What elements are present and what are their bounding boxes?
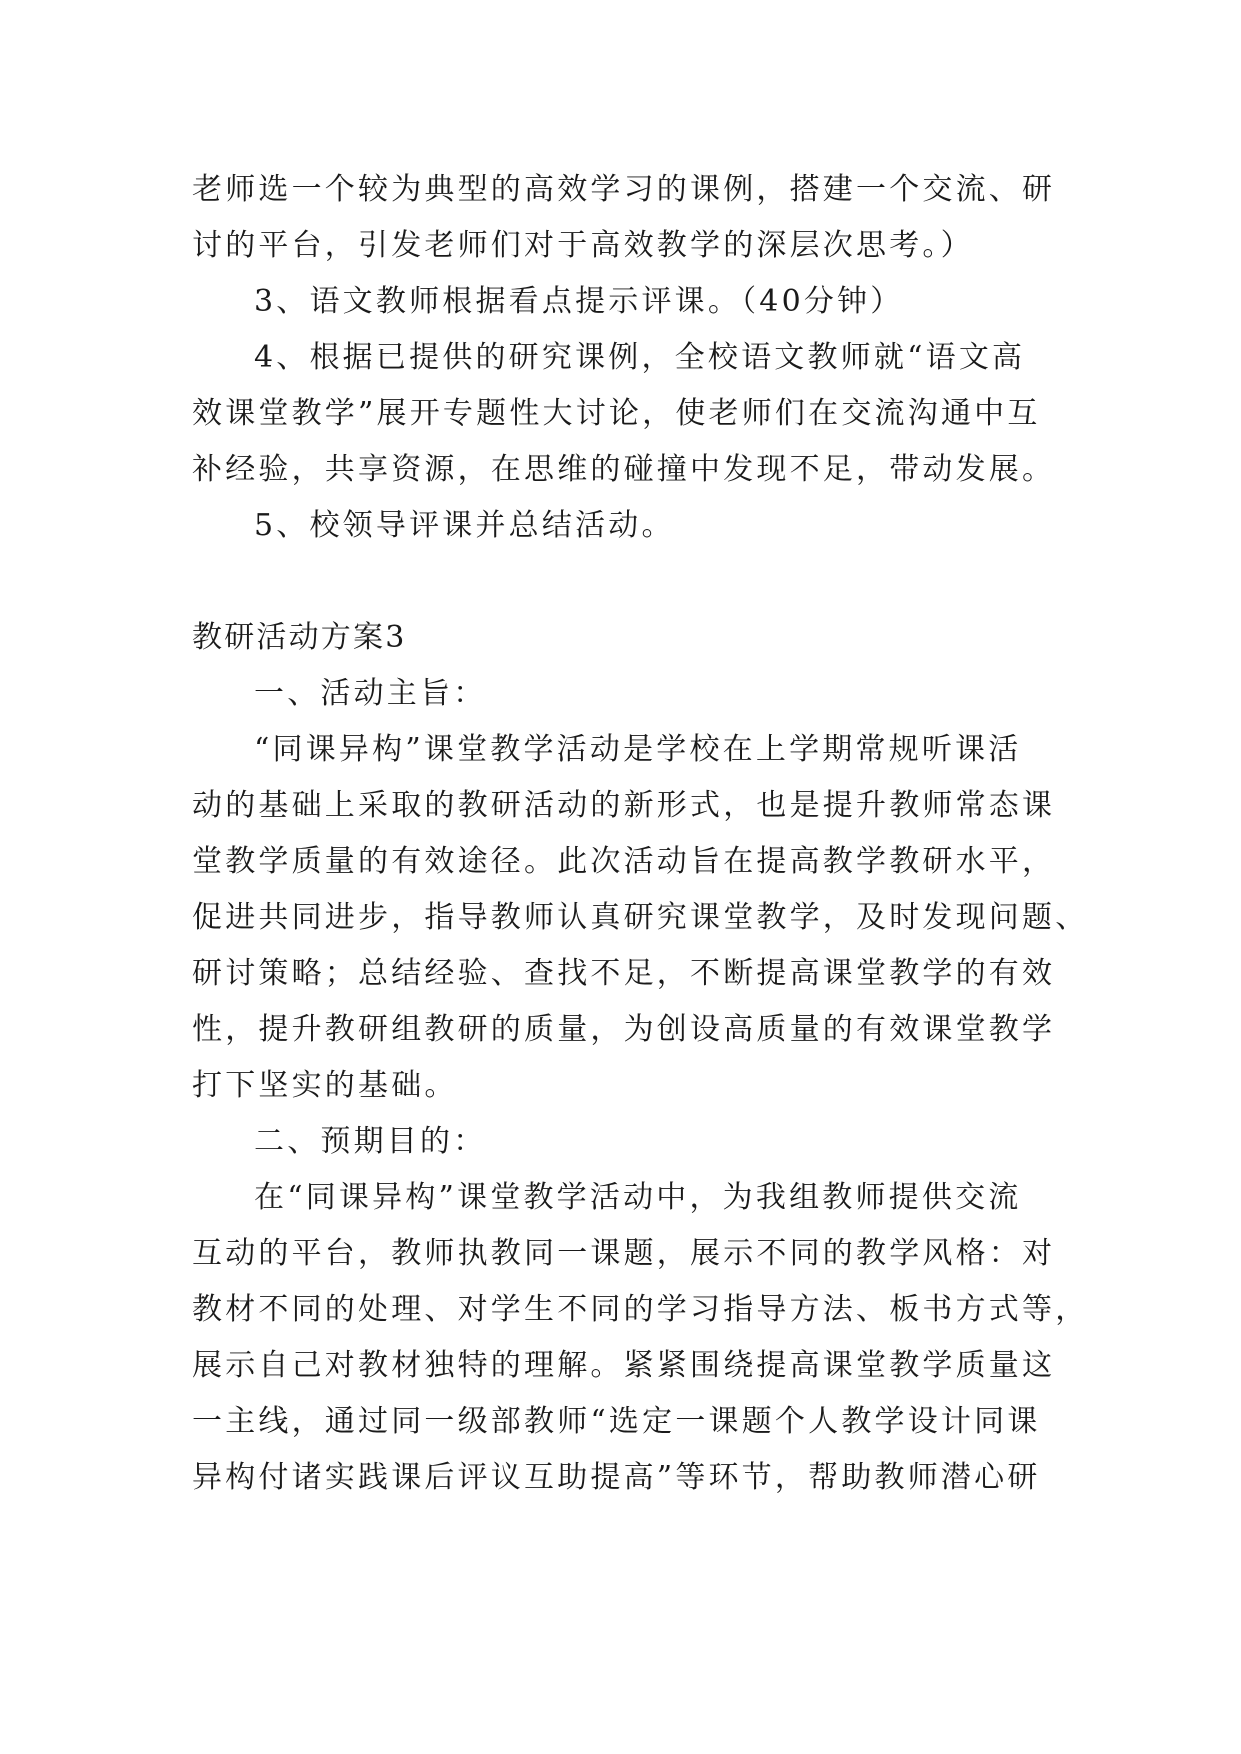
body-line: 互动的平台，教师执教同一课题，展示不同的教学风格：对: [192, 1236, 1056, 1271]
body-line: 一主线，通过同一级部教师“选定一课题个人教学设计同课: [192, 1404, 1041, 1439]
body-line: 研讨策略；总结经验、查找不足，不断提高课堂教学的有效: [192, 956, 1056, 991]
document-body: [192, 162, 1089, 1506]
body-line: 讨的平台，引发老师们对于高效教学的深层次思考。）: [192, 228, 974, 263]
heading-goals: 二、预期目的：: [254, 1124, 487, 1159]
body-line: 展示自己对教材独特的理解。紧紧围绕提高课堂教学质量这: [192, 1348, 1056, 1383]
section-title: 教研活动方案3: [192, 620, 407, 655]
body-line: 老师选一个较为典型的高效学习的课例，搭建一个交流、研: [192, 172, 1056, 207]
list-item-5: 5、校领导评课并总结活动。: [254, 508, 675, 543]
body-line: 效课堂教学”展开专题性大讨论，使老师们在交流沟通中互: [192, 396, 1041, 431]
body-line: 教材不同的处理、对学生不同的学习指导方法、板书方式等，: [192, 1292, 1089, 1327]
body-line: 堂教学质量的有效途径。此次活动旨在提高教学教研水平，: [192, 844, 1056, 879]
list-item-4: 4、根据已提供的研究课例，全校语文教师就“语文高: [254, 340, 1026, 375]
section-gap: [192, 554, 1072, 610]
paragraph-goals: 在“同课异构”课堂教学活动中，为我组教师提供交流: [254, 1180, 1022, 1215]
body-line: 动的基础上采取的教研活动的新形式，也是提升教师常态课: [192, 788, 1056, 823]
list-item-3: 3、语文教师根据看点提示评课。（40分钟）: [254, 284, 904, 319]
body-line: 性，提升教研组教研的质量，为创设高质量的有效课堂教学: [192, 1012, 1056, 1047]
body-line: 促进共同进步，指导教师认真研究课堂教学，及时发现问题、: [192, 900, 1089, 935]
body-line: 异构付诸实践课后评议互助提高”等环节，帮助教师潜心研: [192, 1460, 1041, 1495]
paragraph-purpose: “同课异构”课堂教学活动是学校在上学期常规听课活: [254, 732, 1022, 767]
heading-purpose: 一、活动主旨：: [254, 676, 487, 711]
body-line: 补经验，共享资源，在思维的碰撞中发现不足，带动发展。: [192, 452, 1056, 487]
body-line: 打下坚实的基础。: [192, 1068, 458, 1103]
